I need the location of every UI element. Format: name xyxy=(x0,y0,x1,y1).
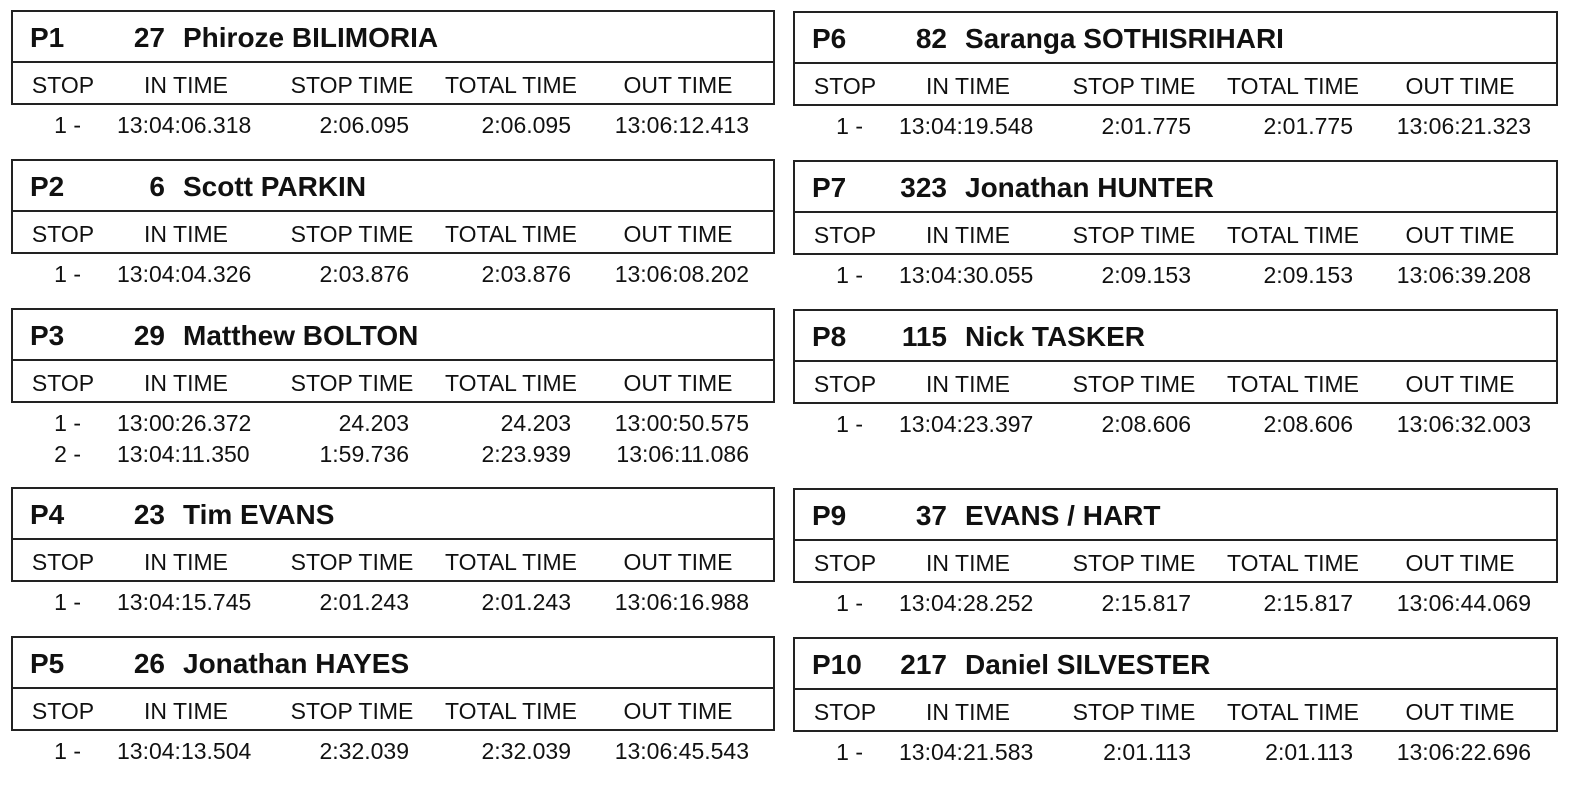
header-stop-time: STOP TIME xyxy=(1072,222,1196,248)
stop-time-value: 2:01.775 xyxy=(1101,113,1191,139)
driver-header-box xyxy=(11,10,775,105)
out-time-value: 13:06:11.086 xyxy=(616,441,749,467)
stop-time-value: 2:15.817 xyxy=(1101,590,1191,616)
header-stop: STOP xyxy=(813,699,877,725)
driver-header-box xyxy=(11,636,775,731)
header-total-time: TOTAL TIME xyxy=(444,698,578,724)
driver-header-box xyxy=(793,488,1558,583)
driver-entry-p4 xyxy=(11,487,775,613)
column-headers xyxy=(795,362,1556,404)
driver-entry-p7 xyxy=(793,160,1558,286)
column-headers xyxy=(13,540,773,582)
driver-entry-p6 xyxy=(793,11,1558,137)
position-label: P1 xyxy=(30,22,65,53)
in-time-value: 13:04:13.504 xyxy=(117,738,252,764)
driver-name: Phiroze BILIMORIA xyxy=(183,22,439,53)
stop-time-value: 2:01.113 xyxy=(1103,739,1191,765)
header-stop: STOP xyxy=(813,550,877,576)
driver-title-row xyxy=(795,490,1556,541)
header-out-time: OUT TIME xyxy=(1405,699,1515,725)
stop-row xyxy=(11,731,775,762)
header-total-time: TOTAL TIME xyxy=(1226,371,1360,397)
header-out-time: OUT TIME xyxy=(623,549,733,575)
stops-list xyxy=(11,582,775,613)
stop-number: 1 - xyxy=(836,262,863,288)
header-in-time: IN TIME xyxy=(144,221,228,247)
stop-time-value: 2:03.876 xyxy=(319,261,409,287)
header-in-time: IN TIME xyxy=(144,72,228,98)
driver-entry-p5 xyxy=(11,636,775,762)
column-headers xyxy=(795,690,1556,732)
total-time-value: 2:01.113 xyxy=(1265,739,1353,765)
out-time-value: 13:06:08.202 xyxy=(614,261,749,287)
column-headers xyxy=(13,63,773,105)
driver-title-row xyxy=(795,13,1556,64)
driver-name: Jonathan HAYES xyxy=(183,648,410,679)
column-headers xyxy=(795,64,1556,106)
header-stop-time: STOP TIME xyxy=(290,72,414,98)
stop-row xyxy=(793,732,1558,763)
car-number: 115 xyxy=(901,321,947,352)
position-label: P4 xyxy=(30,499,65,530)
position-label: P5 xyxy=(30,648,65,679)
header-out-time: OUT TIME xyxy=(1405,371,1515,397)
in-time-value: 13:04:11.350 xyxy=(117,441,250,467)
stop-time-value: 2:09.153 xyxy=(1101,262,1191,288)
header-in-time: IN TIME xyxy=(926,699,1010,725)
stop-number: 2 - xyxy=(54,441,81,467)
stops-list xyxy=(793,732,1558,763)
total-time-value: 2:32.039 xyxy=(481,738,571,764)
position-label: P2 xyxy=(30,171,65,202)
position-label: P10 xyxy=(812,649,862,680)
column-headers xyxy=(13,689,773,731)
header-out-time: OUT TIME xyxy=(623,698,733,724)
stop-time-value: 2:08.606 xyxy=(1101,411,1191,437)
header-out-time: OUT TIME xyxy=(623,221,733,247)
header-in-time: IN TIME xyxy=(926,222,1010,248)
column-headers xyxy=(13,361,773,403)
header-total-time: TOTAL TIME xyxy=(1226,222,1360,248)
header-stop-time: STOP TIME xyxy=(290,698,414,724)
driver-header-box xyxy=(793,309,1558,404)
header-total-time: TOTAL TIME xyxy=(1226,699,1360,725)
stops-list xyxy=(793,404,1558,435)
header-stop: STOP xyxy=(813,73,877,99)
driver-entry-p1 xyxy=(11,10,775,136)
driver-name: EVANS / HART xyxy=(965,500,1161,531)
header-stop: STOP xyxy=(31,698,95,724)
driver-title-row xyxy=(13,12,773,63)
total-time-value: 2:01.243 xyxy=(481,589,571,615)
stops-list xyxy=(793,255,1558,286)
stop-row xyxy=(11,403,775,434)
stop-time-value: 1:59.736 xyxy=(319,441,409,467)
out-time-value: 13:06:39.208 xyxy=(1396,262,1531,288)
header-stop: STOP xyxy=(31,221,95,247)
stop-number: 1 - xyxy=(54,112,81,138)
stop-time-value: 2:01.243 xyxy=(319,589,409,615)
driver-entry-p9 xyxy=(793,488,1558,614)
driver-name: Nick TASKER xyxy=(965,321,1145,352)
in-time-value: 13:04:15.745 xyxy=(117,589,252,615)
header-stop-time: STOP TIME xyxy=(1072,699,1196,725)
header-total-time: TOTAL TIME xyxy=(444,72,578,98)
stops-list xyxy=(11,254,775,285)
header-total-time: TOTAL TIME xyxy=(1226,73,1360,99)
stop-number: 1 - xyxy=(836,113,863,139)
header-total-time: TOTAL TIME xyxy=(444,221,578,247)
driver-header-box xyxy=(793,11,1558,106)
stop-number: 1 - xyxy=(54,410,81,436)
position-label: P7 xyxy=(812,172,847,203)
in-time-value: 13:04:30.055 xyxy=(899,262,1034,288)
driver-title-row xyxy=(795,639,1556,690)
total-time-value: 2:01.775 xyxy=(1263,113,1353,139)
out-time-value: 13:06:32.003 xyxy=(1396,411,1531,437)
driver-title-row xyxy=(13,489,773,540)
driver-name: Scott PARKIN xyxy=(183,171,367,202)
header-in-time: IN TIME xyxy=(926,371,1010,397)
stops-list xyxy=(11,105,775,136)
driver-name: Matthew BOLTON xyxy=(183,320,419,351)
stop-number: 1 - xyxy=(836,590,863,616)
header-stop-time: STOP TIME xyxy=(1072,73,1196,99)
column-headers xyxy=(795,541,1556,583)
total-time-value: 2:15.817 xyxy=(1263,590,1353,616)
header-in-time: IN TIME xyxy=(926,550,1010,576)
driver-name: Daniel SILVESTER xyxy=(965,649,1211,680)
position-label: P9 xyxy=(812,500,847,531)
header-stop: STOP xyxy=(813,371,877,397)
header-in-time: IN TIME xyxy=(926,73,1010,99)
total-time-value: 2:08.606 xyxy=(1263,411,1353,437)
stop-number: 1 - xyxy=(54,261,81,287)
header-total-time: TOTAL TIME xyxy=(1226,550,1360,576)
position-label: P3 xyxy=(30,320,65,351)
car-number: 23 xyxy=(133,499,165,530)
driver-name: Saranga SOTHISRIHARI xyxy=(965,23,1284,54)
driver-entry-p3 xyxy=(11,308,775,465)
header-out-time: OUT TIME xyxy=(623,370,733,396)
driver-title-row xyxy=(795,162,1556,213)
stop-row xyxy=(11,434,775,465)
column-headers xyxy=(795,213,1556,255)
driver-header-box xyxy=(793,160,1558,255)
driver-header-box xyxy=(11,159,775,254)
header-out-time: OUT TIME xyxy=(1405,222,1515,248)
driver-entry-p10 xyxy=(793,637,1558,763)
out-time-value: 13:06:45.543 xyxy=(614,738,749,764)
stop-row xyxy=(793,583,1558,614)
position-label: P8 xyxy=(812,321,847,352)
total-time-value: 24.203 xyxy=(500,410,571,436)
driver-title-row xyxy=(13,310,773,361)
stop-time-value: 2:32.039 xyxy=(319,738,409,764)
in-time-value: 13:04:21.583 xyxy=(899,739,1034,765)
out-time-value: 13:00:50.575 xyxy=(614,410,749,436)
header-stop-time: STOP TIME xyxy=(1072,550,1196,576)
car-number: 29 xyxy=(133,320,165,351)
car-number: 6 xyxy=(149,171,165,202)
in-time-value: 13:04:19.548 xyxy=(899,113,1034,139)
car-number: 27 xyxy=(133,22,165,53)
header-out-time: OUT TIME xyxy=(1405,73,1515,99)
stops-list xyxy=(793,106,1558,137)
header-in-time: IN TIME xyxy=(144,698,228,724)
stop-number: 1 - xyxy=(54,589,81,615)
total-time-value: 2:09.153 xyxy=(1263,262,1353,288)
in-time-value: 13:00:26.372 xyxy=(117,410,252,436)
header-stop: STOP xyxy=(31,72,95,98)
header-total-time: TOTAL TIME xyxy=(444,549,578,575)
total-time-value: 2:06.095 xyxy=(481,112,571,138)
header-stop: STOP xyxy=(31,549,95,575)
driver-header-box xyxy=(11,487,775,582)
driver-title-row xyxy=(795,311,1556,362)
driver-entry-p2 xyxy=(11,159,775,285)
in-time-value: 13:04:06.318 xyxy=(117,112,252,138)
driver-name: Tim EVANS xyxy=(183,499,335,530)
driver-header-box xyxy=(11,308,775,403)
stops-list xyxy=(11,731,775,762)
driver-name: Jonathan HUNTER xyxy=(965,172,1214,203)
header-stop: STOP xyxy=(813,222,877,248)
in-time-value: 13:04:28.252 xyxy=(899,590,1034,616)
car-number: 323 xyxy=(900,172,947,203)
header-in-time: IN TIME xyxy=(144,549,228,575)
stops-list xyxy=(11,403,775,465)
total-time-value: 2:23.939 xyxy=(481,441,571,467)
header-stop-time: STOP TIME xyxy=(290,221,414,247)
column-headers xyxy=(13,212,773,254)
stop-number: 1 - xyxy=(836,739,863,765)
stops-list xyxy=(793,583,1558,614)
stop-row xyxy=(793,106,1558,137)
header-in-time: IN TIME xyxy=(144,370,228,396)
stop-time-value: 24.203 xyxy=(338,410,409,436)
stop-number: 1 - xyxy=(836,411,863,437)
header-stop-time: STOP TIME xyxy=(290,549,414,575)
car-number: 217 xyxy=(900,649,947,680)
header-total-time: TOTAL TIME xyxy=(444,370,578,396)
header-stop: STOP xyxy=(31,370,95,396)
out-time-value: 13:06:21.323 xyxy=(1396,113,1531,139)
stop-number: 1 - xyxy=(54,738,81,764)
stop-row xyxy=(11,105,775,136)
stop-row xyxy=(793,404,1558,435)
driver-header-box xyxy=(793,637,1558,732)
out-time-value: 13:06:16.988 xyxy=(614,589,749,615)
driver-title-row xyxy=(13,638,773,689)
total-time-value: 2:03.876 xyxy=(481,261,571,287)
driver-title-row xyxy=(13,161,773,212)
header-out-time: OUT TIME xyxy=(1405,550,1515,576)
driver-entry-p8 xyxy=(793,309,1558,435)
stop-row xyxy=(11,582,775,613)
header-out-time: OUT TIME xyxy=(623,72,733,98)
in-time-value: 13:04:04.326 xyxy=(117,261,252,287)
stop-row xyxy=(793,255,1558,286)
out-time-value: 13:06:22.696 xyxy=(1396,739,1531,765)
car-number: 82 xyxy=(915,23,947,54)
car-number: 26 xyxy=(133,648,165,679)
out-time-value: 13:06:12.413 xyxy=(614,112,749,138)
header-stop-time: STOP TIME xyxy=(1072,371,1196,397)
stop-row xyxy=(11,254,775,285)
header-stop-time: STOP TIME xyxy=(290,370,414,396)
stop-time-value: 2:06.095 xyxy=(319,112,409,138)
in-time-value: 13:04:23.397 xyxy=(899,411,1034,437)
out-time-value: 13:06:44.069 xyxy=(1396,590,1531,616)
car-number: 37 xyxy=(915,500,947,531)
position-label: P6 xyxy=(812,23,847,54)
